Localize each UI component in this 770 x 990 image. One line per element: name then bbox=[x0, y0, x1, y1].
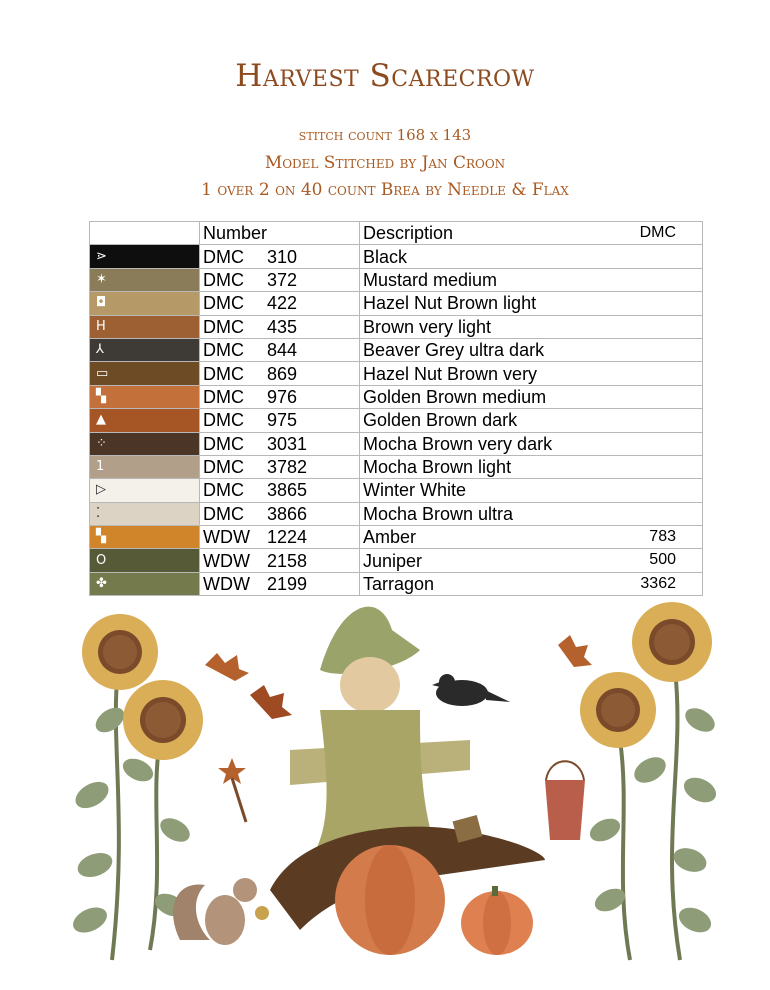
stitch-symbol: ▚ bbox=[96, 529, 106, 545]
thread-brand: WDW bbox=[203, 527, 250, 548]
thread-brand: DMC bbox=[203, 316, 244, 337]
thread-brand: DMC bbox=[203, 480, 244, 501]
thread-code: 3866 bbox=[267, 503, 308, 524]
color-swatch bbox=[90, 526, 200, 549]
table-row bbox=[90, 385, 703, 408]
sunflower-icon bbox=[632, 602, 712, 682]
stitch-symbol: ⋗ bbox=[96, 248, 107, 264]
thread-code: 435 bbox=[267, 316, 298, 337]
table-row bbox=[90, 455, 703, 478]
model-credit: Model Stitched by Jan Croon bbox=[264, 153, 506, 173]
thread-description bbox=[360, 338, 703, 361]
stitch-symbol: ▭ bbox=[96, 365, 109, 381]
header-symbol bbox=[90, 222, 200, 245]
thread-brand: WDW bbox=[203, 550, 250, 571]
page-title: Harvest Scarecrow bbox=[235, 58, 535, 94]
thread-code: 422 bbox=[267, 293, 298, 314]
description-label: Beaver Grey ultra dark bbox=[363, 340, 545, 361]
color-swatch bbox=[90, 362, 200, 385]
stitch-symbol: ▚ bbox=[96, 388, 106, 404]
header-description bbox=[360, 222, 703, 245]
right-sunflowers bbox=[580, 602, 720, 960]
description-label: Black bbox=[363, 246, 408, 267]
thread-code: 372 bbox=[267, 269, 298, 290]
color-swatch bbox=[90, 455, 200, 478]
thread-brand: DMC bbox=[203, 293, 244, 314]
color-swatch bbox=[90, 432, 200, 455]
thread-description bbox=[360, 362, 703, 385]
thread-code: 869 bbox=[267, 363, 298, 384]
thread-code: 3031 bbox=[267, 433, 308, 454]
stitch-symbol: H bbox=[96, 318, 106, 334]
table-row bbox=[90, 549, 703, 572]
header-dmc: DMC bbox=[639, 224, 676, 241]
thread-brand: DMC bbox=[203, 410, 244, 431]
thread-code: 2158 bbox=[267, 550, 308, 571]
stitch-symbol: ⁘ bbox=[96, 435, 107, 451]
bucket-icon bbox=[545, 761, 585, 840]
stitch-symbol: O bbox=[96, 552, 107, 568]
scarecrow-illustration bbox=[0, 590, 770, 990]
thread-code: 975 bbox=[267, 410, 298, 431]
thread-description bbox=[360, 409, 703, 432]
thread-number bbox=[200, 409, 360, 432]
squirrel-icon bbox=[173, 878, 269, 945]
description-label: Mustard medium bbox=[363, 269, 498, 290]
table-row bbox=[90, 315, 703, 338]
table-row bbox=[90, 338, 703, 361]
thread-key-table bbox=[89, 221, 703, 596]
color-swatch bbox=[90, 268, 200, 291]
thread-description bbox=[360, 315, 703, 338]
stitch-symbol: ⁚ bbox=[96, 505, 101, 521]
color-swatch bbox=[90, 385, 200, 408]
thread-description bbox=[360, 245, 703, 268]
pumpkin-large-icon bbox=[335, 845, 445, 955]
thread-brand: DMC bbox=[203, 386, 244, 407]
color-swatch bbox=[90, 292, 200, 315]
color-swatch bbox=[90, 409, 200, 432]
table-row bbox=[90, 526, 703, 549]
table-row bbox=[90, 362, 703, 385]
description-label: Golden Brown medium bbox=[363, 386, 547, 407]
thread-description bbox=[360, 526, 703, 549]
sunflower-icon bbox=[580, 672, 656, 748]
color-swatch bbox=[90, 245, 200, 268]
thread-description bbox=[360, 385, 703, 408]
description-label: Mocha Brown very dark bbox=[363, 433, 553, 454]
fabric-info: 1 over 2 on 40 count Brea by Needle & Flax bbox=[201, 180, 569, 200]
table-row bbox=[90, 432, 703, 455]
stitch-symbol: 1 bbox=[96, 459, 105, 475]
stitch-symbol: ✶ bbox=[96, 271, 107, 287]
thread-description bbox=[360, 268, 703, 291]
thread-description bbox=[360, 432, 703, 455]
thread-number bbox=[200, 385, 360, 408]
sunflower-icon bbox=[82, 614, 158, 690]
thread-number bbox=[200, 268, 360, 291]
description-label: Brown very light bbox=[363, 316, 492, 337]
thread-code: 844 bbox=[267, 340, 298, 361]
thread-description bbox=[360, 479, 703, 502]
thread-number bbox=[200, 245, 360, 268]
thread-number bbox=[200, 502, 360, 525]
description-label: Tarragon bbox=[363, 574, 435, 595]
pumpkin-small-icon bbox=[461, 886, 533, 955]
stitch-symbol: ◘ bbox=[96, 295, 107, 311]
thread-brand: DMC bbox=[203, 457, 244, 478]
stitch-symbol: ▲ bbox=[96, 412, 106, 428]
header-number: Number bbox=[200, 222, 360, 245]
thread-code: 1224 bbox=[267, 527, 308, 548]
thread-description bbox=[360, 292, 703, 315]
thread-description bbox=[360, 502, 703, 525]
thread-number bbox=[200, 338, 360, 361]
description-label: Mocha Brown ultra bbox=[363, 503, 514, 524]
description-label: Juniper bbox=[363, 550, 423, 571]
table-row bbox=[90, 245, 703, 268]
thread-description bbox=[360, 455, 703, 478]
thread-number bbox=[200, 362, 360, 385]
color-swatch bbox=[90, 479, 200, 502]
thread-code: 3865 bbox=[267, 480, 308, 501]
color-swatch bbox=[90, 338, 200, 361]
thread-number bbox=[200, 455, 360, 478]
stitch-count: stitch count 168 x 143 bbox=[298, 126, 472, 144]
thread-brand: WDW bbox=[203, 574, 250, 595]
description-label: Amber bbox=[363, 527, 417, 548]
thread-number bbox=[200, 432, 360, 455]
description-label: Hazel Nut Brown light bbox=[363, 293, 537, 314]
thread-description bbox=[360, 549, 703, 572]
thread-brand: DMC bbox=[203, 363, 244, 384]
thread-brand: DMC bbox=[203, 503, 244, 524]
dmc-equivalent: 783 bbox=[649, 528, 676, 546]
description-label: Mocha Brown light bbox=[363, 457, 512, 478]
thread-brand: DMC bbox=[203, 340, 244, 361]
description-label: Golden Brown dark bbox=[363, 410, 518, 431]
table-header-row bbox=[90, 222, 703, 245]
header-description-label: Description bbox=[363, 223, 454, 244]
table-row bbox=[90, 479, 703, 502]
description-label: Hazel Nut Brown very bbox=[363, 363, 538, 384]
stitch-symbol: ✤ bbox=[96, 576, 107, 592]
thread-number bbox=[200, 549, 360, 572]
thread-number bbox=[200, 479, 360, 502]
table-row bbox=[90, 268, 703, 291]
color-swatch bbox=[90, 502, 200, 525]
description-label: Winter White bbox=[363, 480, 467, 501]
table-row bbox=[90, 292, 703, 315]
dmc-equivalent: 3362 bbox=[640, 574, 676, 592]
color-swatch bbox=[90, 315, 200, 338]
stitch-symbol: ⅄ bbox=[96, 342, 104, 358]
thread-number bbox=[200, 526, 360, 549]
table-row bbox=[90, 409, 703, 432]
crow-icon bbox=[432, 674, 510, 706]
thread-number bbox=[200, 292, 360, 315]
thread-number bbox=[200, 315, 360, 338]
thread-brand: DMC bbox=[203, 246, 244, 267]
thread-code: 3782 bbox=[267, 457, 308, 478]
color-swatch bbox=[90, 549, 200, 572]
stitch-symbol: ▷ bbox=[96, 482, 106, 498]
thread-brand: DMC bbox=[203, 433, 244, 454]
sunflower-icon bbox=[123, 680, 203, 760]
thread-code: 2199 bbox=[267, 574, 308, 595]
thread-code: 976 bbox=[267, 386, 298, 407]
dmc-equivalent: 500 bbox=[649, 551, 676, 569]
table-row bbox=[90, 502, 703, 525]
thread-code: 310 bbox=[267, 246, 298, 267]
thread-brand: DMC bbox=[203, 269, 244, 290]
